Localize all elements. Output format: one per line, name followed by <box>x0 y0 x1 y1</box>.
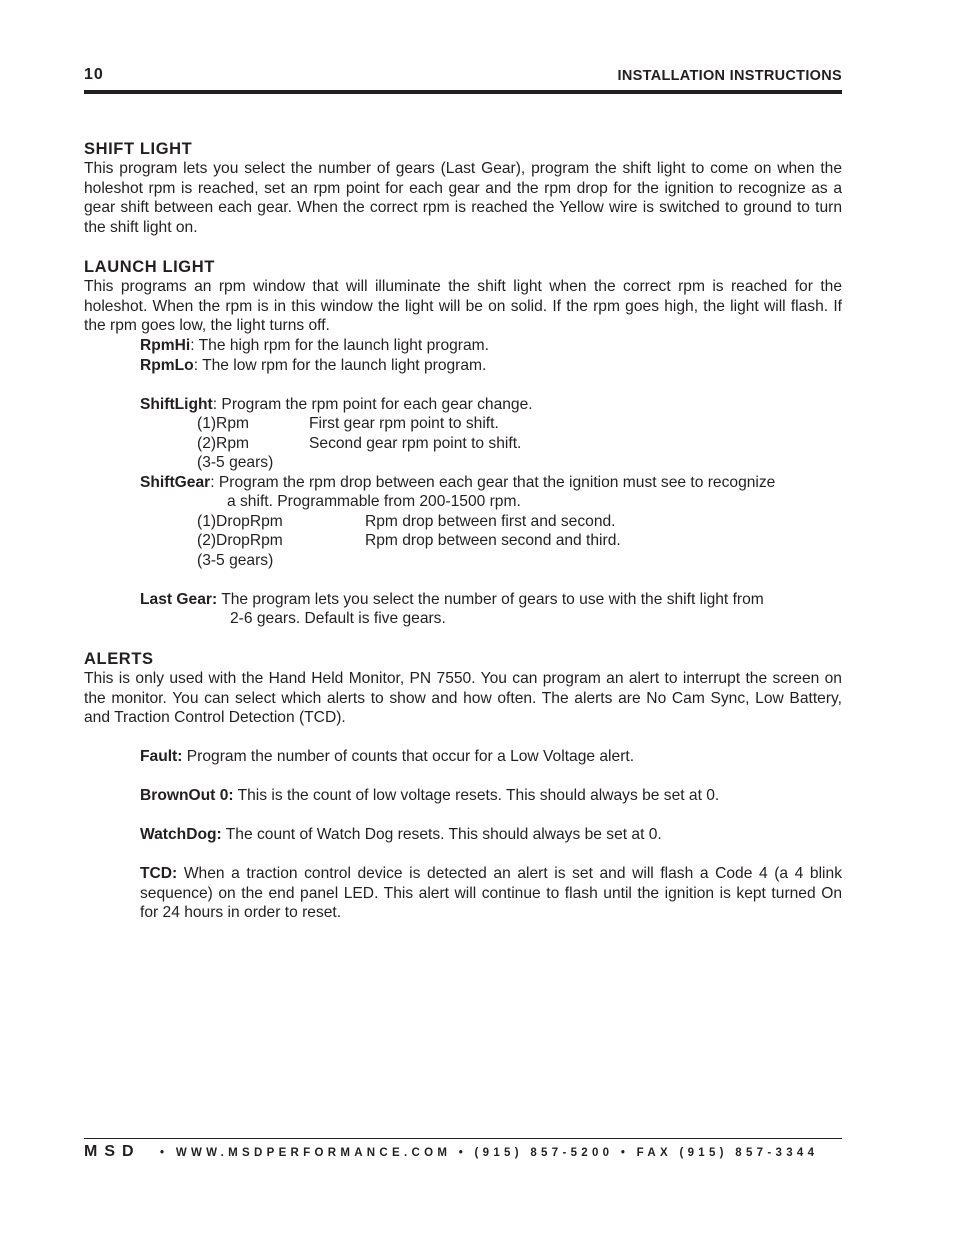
footer-rule <box>84 1138 842 1139</box>
shiftgear-label: ShiftGear <box>140 474 211 491</box>
launch-light-heading: LAUNCH LIGHT <box>84 258 215 276</box>
page-number: 10 <box>84 66 104 83</box>
watchdog-label: WatchDog: <box>140 826 222 843</box>
shiftlight-label: ShiftLight <box>140 396 213 413</box>
shiftgear-item-key: (1)DropRpm <box>197 513 283 530</box>
tcd-row <box>140 864 842 923</box>
watchdog-text: The count of Watch Dog resets. This should always be set at 0. <box>221 826 662 843</box>
shiftlight-row <box>140 395 533 415</box>
lastgear-text-continued: 2-6 gears. Default is five gears. <box>230 610 446 627</box>
shiftgear-text-continued: a shift. Programmable from 200-1500 rpm. <box>227 493 521 510</box>
rpmhi-row <box>140 336 489 356</box>
rpmlo-text: : The low rpm for the launch light program. <box>193 357 487 374</box>
header-title: INSTALLATION INSTRUCTIONS <box>617 68 842 84</box>
lastgear-label: Last Gear: <box>140 591 218 608</box>
page-footer <box>84 1143 842 1163</box>
brownout-label: BrownOut 0: <box>140 787 234 804</box>
fault-label: Fault: <box>140 748 183 765</box>
shiftgear-item-key: (3-5 gears) <box>197 552 274 569</box>
alerts-body: This is only used with the Hand Held Monitor, PN 7550. You can program an alert to interrupt the screen on the monitor. You can select which alerts to show and how often. The alerts are No Cam Sync, Low Battery, and Traction Control Detection (TCD). <box>84 670 842 727</box>
tcd-label: TCD: <box>140 865 178 882</box>
shift-light-heading: SHIFT LIGHT <box>84 140 193 158</box>
shiftgear-row <box>140 473 775 493</box>
rpmhi-text: : The high rpm for the launch light program. <box>190 337 489 354</box>
alerts-heading: ALERTS <box>84 650 154 668</box>
footer-contact: • WWW.MSDPERFORMANCE.COM • (915) 857-5200 • FAX (915) 857-3344 <box>160 1147 819 1159</box>
shiftgear-item-value: Rpm drop between second and third. <box>365 532 621 549</box>
fault-row <box>140 747 634 767</box>
brownout-row <box>140 786 719 806</box>
shiftgear-item-value: Rpm drop between first and second. <box>365 513 616 530</box>
rpmlo-label: RpmLo <box>140 357 194 374</box>
header-rule <box>84 90 842 94</box>
fault-text: Program the number of counts that occur for a Low Voltage alert. <box>182 748 635 765</box>
page-header <box>84 66 842 94</box>
shiftlight-item-key: (1)Rpm <box>197 415 249 432</box>
rpmhi-label: RpmHi <box>140 337 191 354</box>
shiftlight-item-key: (2)Rpm <box>197 435 249 452</box>
shiftlight-item-value: Second gear rpm point to shift. <box>309 435 522 452</box>
shiftlight-text: : Program the rpm point for each gear change. <box>212 396 533 413</box>
watchdog-row <box>140 825 662 845</box>
rpmlo-row <box>140 356 486 376</box>
footer-brand: MSD <box>84 1143 141 1160</box>
shift-light-body: This program lets you select the number of gears (Last Gear), program the shift light to come on when the holeshot rpm is reached, set an rpm point for each gear and the rpm drop for the ignition to recognize as a gear shift between each gear. When the correct rpm is reached the Yellow wire is switched to ground to turn the shift light on. <box>84 160 842 236</box>
shiftlight-item-key: (3-5 gears) <box>197 454 274 471</box>
tcd-text: When a traction control device is detected an alert is set and will flash a Code 4 (a 4 blink sequence) on the end panel LED. This alert will continue to flash until the ignition is kept turned On for 24 hours in order to reset. <box>140 865 842 922</box>
lastgear-text: The program lets you select the number of gears to use with the shift light from <box>217 591 764 608</box>
lastgear-row <box>140 590 764 610</box>
shiftgear-text: : Program the rpm drop between each gear that the ignition must see to recognize <box>210 474 776 491</box>
shiftlight-item-value: First gear rpm point to shift. <box>309 415 499 432</box>
launch-light-body: This programs an rpm window that will illuminate the shift light when the correct rpm is reached for the holeshot. When the rpm is in this window the light will be on solid. If the rpm goes high, the light will flash. If the rpm goes low, the light turns off. <box>84 278 842 335</box>
shiftgear-item-key: (2)DropRpm <box>197 532 283 549</box>
brownout-text: This is the count of low voltage resets. This should always be set at 0. <box>233 787 720 804</box>
